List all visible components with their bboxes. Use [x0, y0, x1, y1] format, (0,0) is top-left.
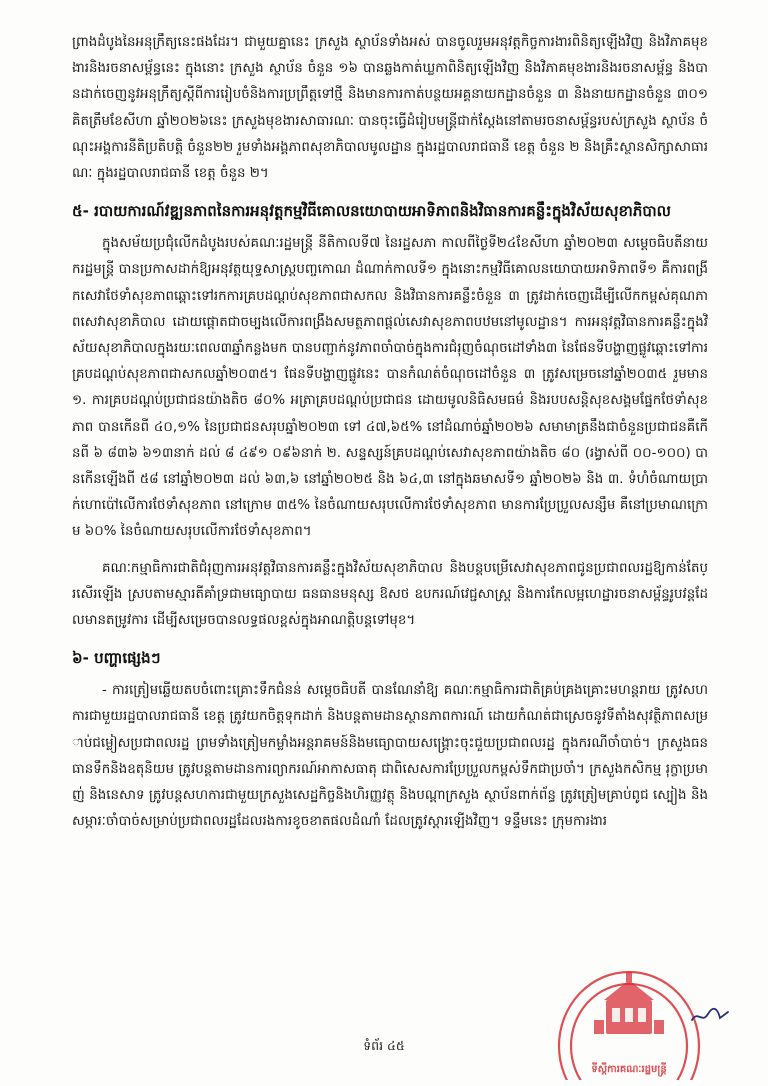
official-seal-stamp [554, 960, 704, 1080]
intro-paragraph: ព្រាងដំបូងនៃអនុក្រឹត្យនេះផងដែរ។ ជាមួយគ្នានេះ ក្រសួង ស្ថាប័នទាំងអស់ បានចូលរួមអនុវត្តកិច្ចការងារពិនិត្យឡើងវិញ និងវិភាគមុខងារនិងរចនាសម្ព័ន្ធនេះ ក្នុងនោះ ក្រសួង ស្ថាប័ន ចំនួន ១៦ បានឆ្លងកាត់ឃ្លកាពិនិត្យឡើងវិញ និងវិភាគមុខងារនិងរចនាសម្ព័ន្ធ និងបានដាក់ចេញនូវអនុក្រឹត្យស្ដីពីការរៀបចំនិងការប្រព្រឹត្តទៅថ្មី និងមានការកាត់បន្ថយអគ្គនាយកដ្ឋានចំនួន ៣ និងនាយកដ្ឋានចំនួន ៣០១ គិតត្រឹមខែសីហា ឆ្នាំ២០២៦នេះ ក្រសួងមុខងារសាធារណៈ បានចុះធ្វើដំរៀបមន្ត្រីជាក់ស្ដែងនៅតាមរចនាសម្ព័ន្ធរបស់ក្រសួង ស្ថាប័ន ចំណុះអង្គការនីតិប្រតិបត្តិ ចំនួន២២ រួមទាំងអង្គភាពសុខាភិបាលមូលដ្ឋាន ក្នុងរដ្ឋបាលរាជធានី ខេត្ត ចំនួន ២ និងគ្រឹះស្ថានសិក្សាសាធារណៈ ក្នុងរដ្ឋបាលរាជធានី ខេត្ត ចំនួន ២។ [72, 35, 708, 182]
section-5-paragraph-1: ក្នុងសម័យប្រជុំលើកដំបូងរបស់គណៈរដ្ឋមន្ត្រី នីតិកាលទី៧ នៃរដ្ឋសភា កាលពីថ្ងៃទី២៤ខែសីហា ឆ្នាំ២០២៣ សម្ដេចធិបតីនាយករដ្ឋមន្ត្រី បានប្រកាសដាក់ឱ្យអនុវត្តយុទ្ធសាស្ត្របញ្ចកោណ ដំណាក់កាលទី១ ក្នុងនោះកម្មវិធីគោលនយោបាយអាទិភាពទី១ គឺការពង្រីកសេវាថែទាំសុខភាពឆ្ពោះទៅរកការគ្របដណ្ដប់សុខភាពជាសកល និងវិធានការគន្លឹះចំនួន ៣ ត្រូវដាក់ចេញដើម្បីលើកកម្ពស់គុណភាពសេវាសុខាភិបាល ដោយផ្ដោតជាចម្បងលើការពង្រឹងសមត្ថភាពផ្ដល់សេវាសុខភាពបឋមនៅមូលដ្ឋាន។ ការអនុវត្តវិធានការគន្លឹះក្នុងវិស័យសុខាភិបាលក្នុងរយៈពេល៣ឆ្នាំកន្លងមក បានបញ្ជាក់នូវភាពចាំបាច់ក្នុងការជំរុញចំណុចដៅទាំង៣ នៃផែនទីបង្ហាញផ្លូវឆ្ពោះទៅការគ្របដណ្ដប់សុខភាពជាសកលឆ្នាំ២០៣៥។ ផែនទីបង្ហាញផ្លូវនេះ បានកំណត់ចំណុចដៅចំនួន ៣ ត្រូវសម្រេចនៅឆ្នាំ២០៣៥ រួមមាន ១. ការគ្របដណ្ដប់ប្រជាជនយ៉ាងតិច ៨០% អត្រាគ្របដណ្ដប់ប្រជាជន ដោយមូលនិធិសមធម៌ និងរបបសន្តិសុខសង្គមផ្នែកថែទាំសុខភាព បានកើនពី ៤០,១% នៃប្រជាជនសរុបឆ្នាំ២០២៣ ទៅ ៤៧,៦៥% នៅដំណាច់ឆ្នាំ២០២៦ សមាមាត្រនឹងជាចំនួនប្រជាជនគឺកើនពី ៦ ៨៣៦ ៦១៣នាក់ ដល់ ៨ ៤៩១ ០៩៦នាក់ ២. សន្ទស្សន៍គ្របដណ្ដប់សេវាសុខភាពយ៉ាងតិច ៨០ (រង្វាស់ពី ០០-១០០) បានកើនឡើងពី ៥៨ នៅឆ្នាំ២០២៣ ដល់ ៦៣,៦ នៅឆ្នាំ២០២៥ និង ៦៤,៣ នៅក្នុងឆមាសទី១ ឆ្នាំ២០២៦ និង ៣. ទំហំចំណាយប្រាក់ហោប៉ៅលើការថែទាំសុខភាព នៅក្រោម ៣៥% នៃចំណាយសរុបលើការថែទាំសុខភាព មានការប្រែប្រួលសន្សឹម គឺនៅប្រមាណក្រោម ៦០% នៃចំណាយសរុបលើការថែទាំសុខភាព។ [72, 236, 708, 540]
section-6-paragraph-1: - ការត្រៀមឆ្លើយតបចំពោះគ្រោះទឹកជំនន់ សម្ដេចធិបតី បានណែនាំឱ្យ គណៈកម្មាធិការជាតិគ្រប់គ្រងគ្រោះមហន្តរាយ ត្រូវសហការជាមួយរដ្ឋបាលរាជធានី ខេត្ត ត្រូវយកចិត្តទុកដាក់ និងបន្តតាមដានស្ថានភាពការណ៍ ដោយកំណត់ជាស្រេចនូវទីតាំងសុវត្ថិភាពសម្រាប់ជម្លៀសប្រជាពលរដ្ឋ ព្រមទាំងត្រៀមកម្លាំងអន្តរាគមន៍និងមធ្យោបាយសង្គ្រោះចុះជួយប្រជាពលរដ្ឋ ក្នុងករណីចាំបាច់។ ក្រសួងធនធានទឹកនិងឧតុនិយម ត្រូវបន្តតាមដានការព្យាករណ៍អាកាសធាតុ ជាពិសេសការប្រែប្រួលកម្ពស់ទឹកជាប្រចាំ។ ក្រសួងកសិកម្ម រុក្ខាប្រមាញ់ និងនេសាទ ត្រូវបន្តសហការជាមួយក្រសួងសេដ្ឋកិច្ចនិងហិរញ្ញវត្ថុ និងបណ្ដាក្រសួង ស្ថាប័នពាក់ព័ន្ធ ត្រូវត្រៀមគ្រាប់ពូជ ស្បៀង និងសម្ភារៈចាំបាច់សម្រាប់ប្រជាពលរដ្ឋដែលរងការខូចខាតផលដំណាំ ដែលត្រូវស្ដារឡើងវិញ។ ទន្ទឹមនេះ ក្រុមការងារ [72, 683, 708, 830]
svg-text:ទីស្ដីការគណៈរដ្ឋមន្ត្រី: ទីស្ដីការគណៈរដ្ឋមន្ត្រី [591, 1064, 667, 1075]
section-5-paragraph-2: គណៈកម្មាធិការជាតិជំរុញការអនុវត្តវិធានការគន្លឹះក្នុងវិស័យសុខាភិបាល និងបន្តបម្រើសេវាសុខភាពជូនប្រជាពលរដ្ឋឱ្យកាន់តែប្រសើរឡើង ស្របតាមស្មារតីគាំទ្រជាមធ្យោបាយ ធនធានមនុស្ស ឱសថ ឧបករណ៍វេជ្ជសាស្ត្រ និងការកែលម្អហេដ្ឋារចនាសម្ព័ន្ធរូបវន្តដែលមានតម្រូវការ ដើម្បីសម្រេចបានលទ្ធផលខ្ពស់ក្នុងអាណត្តិបន្តទៅមុខ។ [72, 560, 708, 629]
section-5-heading: ៥- របាយការណ៍វឌ្ឍនភាពនៃការអនុវត្តកម្មវិធីគោលនយោបាយអាទិភាពនិងវិធានការគន្លឹះក្នុងវិស័យសុខាភិបាល [72, 202, 671, 221]
document-page [72, 30, 708, 845]
section-6-heading: ៦- បញ្ហាផ្សេងៗ [72, 649, 161, 668]
page-number: ទំព័រ ៤៥ [363, 1038, 405, 1053]
handwritten-signature [690, 1006, 730, 1026]
